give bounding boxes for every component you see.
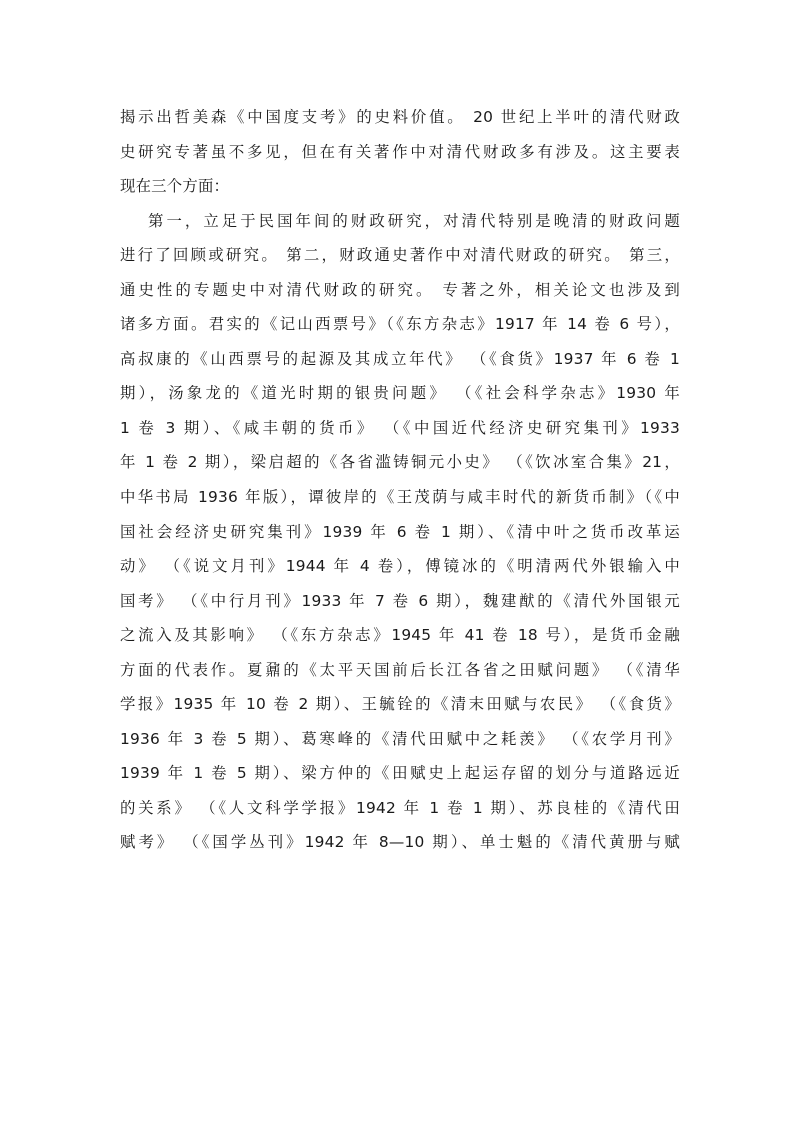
text-line: 动》 （《说文月刊》1944 年 4 卷），傅镜冰的《明清两代外银输入中 [120, 557, 680, 576]
text-line: 年 1 卷 2 期），梁启超的《各省滥铸铜元小史》 （《饮冰室合集》21， [120, 453, 680, 472]
text-line: 国社会经济史研究集刊》1939 年 6 卷 1 期）、《清中叶之货币改革运 [120, 522, 680, 541]
text-line: 通史性的专题史中对清代财政的研究。 专著之外，相关论文也涉及到 [120, 280, 680, 299]
text-line: 1 卷 3 期）、《咸丰朝的货币》 （《中国近代经济史研究集刊》1933 [120, 418, 680, 437]
text-line: 1939 年 1 卷 5 期）、梁方仲的《田赋史上起运存留的划分与道路远近 [120, 764, 680, 783]
text-line: 进行了回顾或研究。 第二，财政通史著作中对清代财政的研究。 第三， [120, 246, 680, 265]
text-line: 现在三个方面： [120, 177, 230, 196]
body-text [120, 100, 680, 860]
text-line: 高叔康的《山西票号的起源及其成立年代》 （《食货》1937 年 6 卷 1 [120, 349, 680, 368]
text-line: 1936 年 3 卷 5 期）、葛寒峰的《清代田赋中之耗羡》 （《农学月刊》 [120, 729, 680, 748]
text-line: 史研究专著虽不多见，但在有关著作中对清代财政多有涉及。这主要表 [120, 142, 680, 161]
text-line: 方面的代表作。夏鼐的《太平天国前后长江各省之田赋问题》 （《清华 [120, 660, 680, 679]
text-line: 中华书局 1936 年版），谭彼岸的《王茂荫与咸丰时代的新货币制》（《中 [120, 488, 680, 507]
text-line: 诸多方面。君实的《记山西票号》（《东方杂志》1917 年 14 卷 6 号）， [120, 315, 680, 334]
text-line: 国考》 （《中行月刊》1933 年 7 卷 6 期），魏建猷的《清代外国银元 [120, 591, 680, 610]
text-line: 之流入及其影响》 （《东方杂志》1945 年 41 卷 18 号），是货币金融 [120, 626, 680, 645]
text-line: 揭示出哲美森《中国度支考》的史料价值。 20 世纪上半叶的清代财政 [120, 108, 680, 126]
text-line: 学报》1935 年 10 卷 2 期）、王毓铨的《清末田赋与农民》 （《食货》 [120, 695, 680, 714]
text-line: 的关系》 （《人文科学学报》1942 年 1 卷 1 期）、苏良桂的《清代田 [120, 798, 680, 817]
text-line: 期），汤象龙的《道光时期的银贵问题》 （《社会科学杂志》1930 年 [120, 384, 680, 403]
text-line: 赋考》 （《国学丛刊》1942 年 8—10 期）、单士魁的《清代黄册与赋 [120, 833, 680, 852]
text-line: 第一，立足于民国年间的财政研究，对清代特别是晚清的财政问题 [148, 211, 680, 230]
